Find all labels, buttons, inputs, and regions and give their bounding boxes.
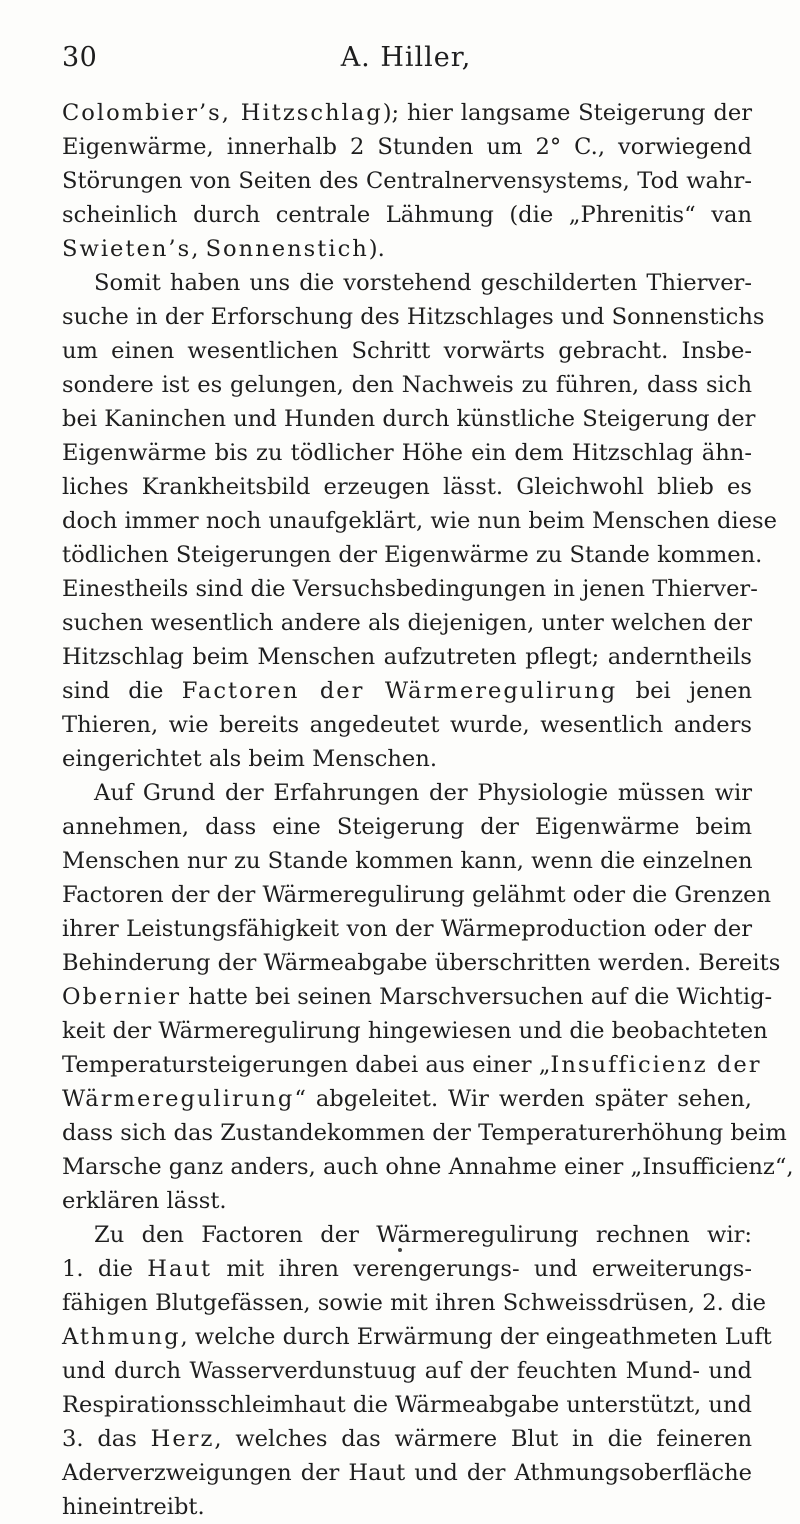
text-run: dass sich das Zustandekommen der Temperaturerhöhung beim — [62, 1120, 787, 1146]
text-line — [62, 606, 752, 640]
text-run: Respirationsschleimhaut die Wärmeabgabe unterstützt, und — [62, 1392, 752, 1418]
text-line — [62, 1014, 768, 1048]
text-run: annehmen, dass eine Steigerung der Eigenwärme beim — [62, 814, 752, 840]
text-run: 1. die — [62, 1256, 148, 1282]
page-number: 30 — [62, 42, 98, 73]
text-line — [62, 912, 752, 946]
text-line — [62, 674, 752, 708]
text-line — [62, 130, 752, 164]
text-line — [62, 538, 763, 572]
text-line — [62, 980, 773, 1014]
text-line — [62, 640, 752, 674]
text-line — [62, 1116, 787, 1150]
text-line — [62, 334, 752, 368]
text-line — [62, 164, 752, 198]
text-line — [62, 504, 777, 538]
text-line — [62, 878, 772, 912]
running-head: A. Hiller, — [340, 42, 472, 73]
text-run: hatte bei seinen Marschversuchen auf die Wichtig- — [181, 984, 773, 1010]
text-line — [62, 470, 752, 504]
text-run: Temperatursteigerungen dabei aus einer „ — [62, 1052, 551, 1078]
text-line — [62, 776, 752, 810]
text-run: Aderverzweigungen der Haut und der Athmungsoberfläche — [62, 1460, 752, 1486]
text-run: keit der Wärmeregulirung hingewiesen und die beobachteten — [62, 1018, 768, 1044]
text-line — [62, 1490, 752, 1524]
text-run: ). — [368, 236, 385, 262]
text-run: Auf Grund der Erfahrungen der Physiologie müssen wir — [94, 780, 752, 806]
text-line — [62, 96, 752, 130]
text-run: scheinlich durch centrale Lähmung (die „Phrenitis“ van — [62, 202, 752, 228]
spaced-emphasis: Sonnenstich — [205, 236, 369, 262]
text-run: erklären lässt. — [62, 1188, 227, 1214]
text-line — [62, 1150, 794, 1184]
text-line — [62, 1354, 752, 1388]
spaced-emphasis: Wärmeregulirung — [62, 1086, 295, 1112]
text-line — [62, 708, 752, 742]
text-run: sondere ist es gelungen, den Nachweis zu führen, dass sich — [62, 372, 752, 398]
text-run: Störungen von Seiten des Centralnervensystems, Tod wahr- — [62, 168, 752, 194]
spaced-emphasis: Haut — [147, 1256, 213, 1282]
text-line — [62, 1184, 752, 1218]
text-line — [62, 1218, 752, 1252]
text-line — [62, 946, 781, 980]
text-run: ); hier langsame Steigerung der — [382, 100, 753, 126]
text-line — [62, 300, 765, 334]
text-run: Einestheils sind die Versuchsbedingungen in jenen Thierver- — [62, 576, 758, 602]
text-run: um einen wesentlichen Schritt vorwärts gebracht. Insbe- — [62, 338, 752, 364]
spaced-emphasis: Factoren der Wärmeregulirung — [181, 678, 618, 704]
text-run: , welches das wärmere Blut in die feineren — [214, 1426, 752, 1452]
text-line — [62, 402, 756, 436]
text-run: tödlichen Steigerungen der Eigenwärme zu Stande kommen. — [62, 542, 763, 568]
text-run: bei jenen — [617, 678, 752, 704]
spaced-emphasis: Obernier — [62, 984, 182, 1010]
text-line — [62, 1252, 752, 1286]
text-run: fähigen Blutgefässen, sowie mit ihren Schweissdrüsen, 2. die — [62, 1290, 766, 1316]
text-line — [62, 1388, 752, 1422]
text-run: doch immer noch unaufgeklärt, wie nun beim Menschen diese — [62, 508, 777, 534]
text-run: Zu den Factoren der Wärmeregulirung rechnen wir: — [94, 1222, 752, 1248]
page-header — [62, 42, 750, 82]
text-line — [62, 198, 752, 232]
text-run: suchen wesentlich andere als diejenigen, unter welchen der — [62, 610, 752, 636]
spaced-emphasis: Herz — [150, 1426, 215, 1452]
spaced-emphasis: Athmung — [62, 1324, 181, 1350]
text-run: Menschen nur zu Stande kommen kann, wenn die einzelnen — [62, 848, 753, 874]
spaced-emphasis: Swieten’s — [62, 236, 192, 262]
text-line — [62, 1048, 762, 1082]
text-run: Thieren, wie bereits angedeutet wurde, wesentlich anders — [62, 712, 752, 738]
text-line — [62, 436, 752, 470]
text-run: liches Krankheitsbild erzeugen lässt. Gleichwohl blieb es — [62, 474, 752, 500]
text-run: und durch Wasserverdunstuug auf der feuchten Mund- und — [62, 1358, 752, 1384]
text-run: mit ihren verengerungs- und erweiterungs- — [212, 1256, 752, 1282]
text-run: eingerichtet als beim Menschen. — [62, 746, 438, 772]
text-run: 3. das — [62, 1426, 151, 1452]
text-run: Hitzschlag beim Menschen aufzutreten pflegt; anderntheils — [62, 644, 752, 670]
print-speck — [398, 1248, 402, 1252]
text-line — [62, 1320, 772, 1354]
text-line — [62, 1422, 752, 1456]
spaced-emphasis: Colombier’s, Hitzschlag — [62, 100, 383, 126]
text-line — [62, 1082, 752, 1116]
text-run: Behinderung der Wärmeabgabe überschritten werden. Bereits — [62, 950, 781, 976]
text-run: Factoren der der Wärmeregulirung gelähmt oder die Grenzen — [62, 882, 772, 908]
text-run: , welche durch Erwärmung der eingeathmeten Luft — [180, 1324, 772, 1350]
text-run: bei Kaninchen und Hunden durch künstliche Steigerung der — [62, 406, 756, 432]
text-line — [62, 1456, 752, 1490]
text-run: Marsche ganz anders, auch ohne Annahme einer „Insufficienz“, — [62, 1154, 794, 1180]
text-line — [62, 844, 752, 878]
text-line — [62, 572, 758, 606]
text-run: , — [191, 236, 206, 262]
text-line — [62, 810, 752, 844]
text-run: Eigenwärme bis zu tödlicher Höhe ein dem Hitzschlag ähn- — [62, 440, 752, 466]
text-run: Eigenwärme, innerhalb 2 Stunden um 2° C., vorwiegend — [62, 134, 752, 160]
text-run: “ abgeleitet. Wir werden später sehen, — [294, 1086, 752, 1112]
text-run: ihrer Leistungsfähigkeit von der Wärmeproduction oder der — [62, 916, 752, 942]
text-run: suche in der Erforschung des Hitzschlages und Sonnenstichs — [62, 304, 765, 330]
body-text — [62, 96, 794, 1524]
text-run: Somit haben uns die vorstehend geschilderten Thierver- — [94, 270, 752, 296]
text-line — [62, 368, 752, 402]
text-line — [62, 1286, 766, 1320]
text-line — [62, 266, 752, 300]
text-line — [62, 232, 752, 266]
spaced-emphasis: Insufficienz der — [550, 1052, 762, 1078]
text-run: sind die — [62, 678, 182, 704]
text-run: hineintreibt. — [62, 1494, 205, 1520]
text-line — [62, 742, 752, 776]
